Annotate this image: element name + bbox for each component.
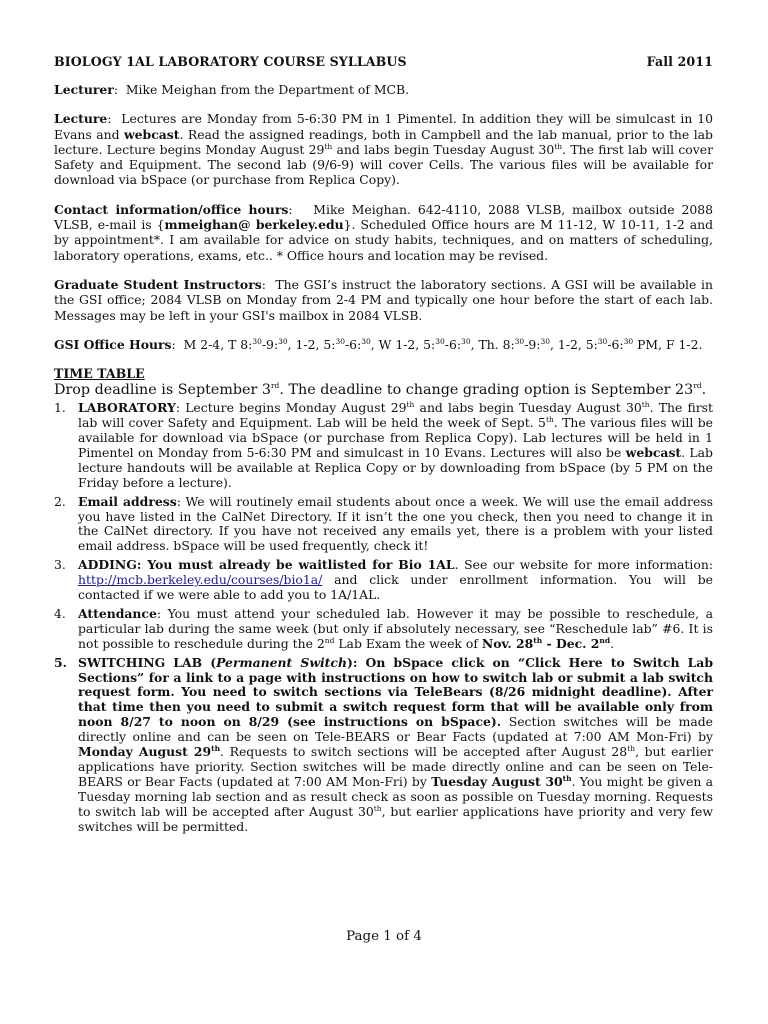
lecture-text: . The first lab will cover Safety and Equipment. The second lab (9/6-9) will cover Cells. The various files will be available for download via bSpace (or purchase from Replica Copy). <box>54 141 713 188</box>
item-text: . The various files will be available for download via bSpace (or purchase from Replica Copy). Lab lectures will be held in 1 Pimentel on Monday from 5-6:30 PM and simulcast in 10 Evans. Lectures will also be <box>78 415 713 460</box>
hours-text: M 2-4, T 8: <box>183 336 253 352</box>
item-label: SWITCHING LAB ( <box>78 654 217 670</box>
ordinal: nd <box>324 635 335 645</box>
item-text: Lab Exam the week of <box>334 635 478 651</box>
ordinal: rd <box>693 381 702 391</box>
item-bold-text: Monday August 29 <box>78 744 212 760</box>
ordinal: th <box>533 635 543 645</box>
item-number: 1. <box>54 400 66 416</box>
list-item <box>54 558 713 603</box>
page-number: Page 1 of 4 <box>346 929 422 944</box>
minutes: 30 <box>461 336 471 346</box>
timetable-heading: TIME TABLE <box>54 366 145 382</box>
ordinal: th <box>324 141 333 151</box>
ordinal: th <box>373 803 382 813</box>
ordinal: th <box>554 141 563 151</box>
contact-text: Mike Meighan. 642-4110, 2088 VLSB, mailbox outside 2088 VLSB, e-mail is { <box>54 201 714 233</box>
deadline-text: . <box>701 382 707 399</box>
list-item <box>54 607 713 652</box>
item-body <box>78 495 713 555</box>
item-number: 5. <box>54 654 67 670</box>
item-number: 4. <box>54 605 66 621</box>
lecture-text: . Read the assigned readings, both in Campbell and the lab manual, prior to the lab lecture. Lecture begins Monday August 29 <box>54 126 713 157</box>
item-text: . The first lab will cover Safety and Equipment. Lab will be held the week of Sept. 5 <box>78 400 713 431</box>
item-text: . You might be given a Tuesday morning lab section and as result check as soon as possible on Tuesday morning. Requests to switch lab will be accepted after August 30 <box>78 773 713 819</box>
document-header <box>54 54 713 69</box>
minutes: 30 <box>597 336 608 346</box>
item-text: Section switches will be made directly online and can be seen on Tele-BEARS or Bear Facts (updated at 7:00 AM Mon-Fri) by <box>78 714 714 745</box>
item-text: . Lab lecture handouts will be available at Replica Copy or by downloading from bSpace (by 5 PM on the Friday before a lecture). <box>78 444 713 490</box>
ordinal: th <box>545 414 554 424</box>
lecturer-paragraph: Lecturer: Mike Meighan from the Department of MCB. <box>54 82 410 97</box>
webcast-text: webcast <box>123 126 180 142</box>
ordinal: th <box>627 743 636 753</box>
gsi-hours-label: GSI Office Hours <box>54 336 172 352</box>
ordinal: rd <box>270 381 280 391</box>
minutes: 30 <box>278 336 288 346</box>
deadline-line <box>54 381 713 399</box>
webcast-text: webcast <box>625 444 682 460</box>
email-address: mmeighan@ berkeley.edu <box>164 217 344 233</box>
lecturer-text: Mike Meighan from the Department of MCB. <box>125 82 410 97</box>
hours-text: , 1-2, 5: <box>550 336 598 352</box>
hours-text: -6: <box>345 336 362 352</box>
ordinal: nd <box>599 635 611 645</box>
item-bold-text: : You must already be waitlisted for Bio 1AL <box>136 557 455 573</box>
list-item <box>54 401 713 490</box>
lecture-label: Lecture <box>54 111 108 127</box>
ordinal: th <box>406 400 415 410</box>
ordinal: th <box>562 773 572 783</box>
item-text: and click under enrollment information. You will be contacted if we were able to add you to 1A/1AL. <box>78 572 713 603</box>
gsi-hours-paragraph: GSI Office Hours: M 2-4, T 8:$^{30}$-9:$^{30}$, 1-2, 5:$^{30}$-6:$^{30}$, W 1-2, 5:$^{30}$-6:$^{30}$, Th. 8:$^{30}$-9:$^{30}$, 1-2, 5:$^{30}$-6:$^{30}$ PM, F 1-2. <box>54 336 703 352</box>
item-body <box>78 607 713 652</box>
deadline-text: Drop deadline is September 3 <box>54 382 271 399</box>
item-text: : You must attend your scheduled lab. However it may be possible to reschedule, a particular lab during the same week (but only if absolutely necessary, see “Reschedule lab” #6. It is not possible to reschedule during the 2 <box>78 605 713 651</box>
item-bold-text: Tuesday August 30 <box>431 773 563 789</box>
contact-text: }. Scheduled Office hours are M 11-12, W 10-11, 1-2 and by appointment*. I am available for advice on study habits, techniques, and on matters of scheduling, laboratory operations, exams, etc.. * Office hours and location may be revised. <box>54 217 714 263</box>
item-label: LABORATORY <box>78 400 176 416</box>
ordinal: th <box>211 743 221 753</box>
contact-paragraph: Contact information/office hours: Mike Meighan. 642-4110, 2088 VLSB, mailbox outside 2088 VLSB, e-mail is {mmeighan@ berkeley.edu}. Scheduled Office hours are M 11-12, W 10-11, 1-2 and by appointment*. I am available for advice on study habits, techniques, and on matters of scheduling, laboratory operations, exams, etc.. * Office hours and location may be revised. <box>54 201 714 263</box>
hours-text: -9: <box>524 336 541 352</box>
lecturer-label: Lecturer <box>54 82 114 97</box>
item-bold-text: ): On bSpace click on “Click Here to Switch Lab Sections” for a link to a page with instructions on how to switch lab or submit a lab switch request form. You need to switch sections via TeleBears (8/26 midnight deadline). After that time then you need to submit a switch request form that will be available only from noon 8/27 to noon on 8/29 (see instructions on bSpace). <box>78 654 713 730</box>
lecture-text: Lectures are Monday from 5-6:30 PM in 1 Pimentel. In addition they will be simulcast in 10 Evans and <box>54 111 713 142</box>
minutes: 30 <box>252 336 262 346</box>
hours-text: -6: <box>444 336 462 352</box>
timetable-list <box>54 401 713 834</box>
item-text: . <box>610 635 615 651</box>
hours-text: -9: <box>261 336 279 352</box>
minutes: 30 <box>540 336 550 346</box>
item-text: . See our website for more information: <box>454 557 713 573</box>
lecture-paragraph: Lecture: Lectures are Monday from 5-6:30 PM in 1 Pimentel. In addition they will be simulcast in 10 Evans and webcast. Read the assigned readings, both in Campbell and the lab manual, prior to the lab lecture. Lecture begins Monday August 29th and labs begin Tuesday August 30th. The first lab will cover Safety and Equipment. The second lab (9/6-9) will cover Cells. The various files will be available for download via bSpace (or purchase from Replica Copy). <box>54 111 713 188</box>
minutes: 30 <box>335 336 345 346</box>
course-website-link[interactable]: http://mcb.berkeley.edu/courses/bio1a/ <box>78 572 323 588</box>
list-item <box>54 656 713 835</box>
item-text: : Lecture begins Monday August 29 <box>175 400 407 416</box>
item-body <box>78 558 713 603</box>
lecture-text: and labs begin Tuesday August 30 <box>332 141 555 157</box>
item-bold-text: - Dec. 2 <box>542 635 600 651</box>
hours-text: , Th. 8: <box>470 336 515 352</box>
gsi-label: Graduate Student Instructors <box>54 276 262 292</box>
item-italic-text: Permanent Switch <box>216 654 347 670</box>
item-bold-text: Nov. 28 <box>481 635 534 651</box>
minutes: 30 <box>514 336 525 346</box>
hours-text: , W 1-2, 5: <box>370 336 436 352</box>
document-title: BIOLOGY 1AL LABORATORY COURSE SYLLABUS <box>54 54 407 69</box>
item-text: . Requests to switch sections will be accepted after August 28 <box>220 744 628 760</box>
item-number: 2. <box>54 493 66 509</box>
minutes: 30 <box>435 336 445 346</box>
hours-text: , 1-2, 5: <box>287 336 336 352</box>
deadline-text: . The deadline to change grading option is September 23 <box>279 382 694 399</box>
item-body <box>78 656 713 835</box>
contact-label: Contact information/office hours <box>54 201 289 217</box>
item-label: Email address <box>78 493 177 509</box>
list-item <box>54 495 713 555</box>
item-label: ADDING <box>78 557 137 573</box>
item-body <box>78 401 713 490</box>
ordinal: th <box>641 400 650 410</box>
item-text: , but earlier applications have priority. Section switches will be made directly online and can be seen on Tele-BEARS or Bear Facts (updated at 7:00 AM Mon-Fri) by <box>78 744 713 789</box>
item-label: Attendance <box>78 605 157 621</box>
hours-text: -6: <box>607 336 624 352</box>
hours-text: PM, F 1-2. <box>633 336 703 352</box>
item-text: , but earlier applications have priority and very few switches will be permitted. <box>78 803 713 834</box>
item-number: 3. <box>54 557 66 573</box>
item-text: : We will routinely email students about once a week. We will use the email address you have listed in the CalNet Directory. If it isn’t the one you check, then you need to change it in the CalNet directory. If you have not received any emails yet, there is a problem with your listed email address. bSpace will be used frequently, check it! <box>78 493 714 554</box>
minutes: 30 <box>361 336 371 346</box>
gsi-text: The GSI’s instruct the laboratory sections. A GSI will be available in the GSI office; 2084 VLSB on Monday from 2-4 PM and typically one hour before the start of each lab. Messages may be left in your GSI's mailbox in 2084 VLSB. <box>54 276 713 323</box>
minutes: 30 <box>623 336 634 346</box>
term-label: Fall 2011 <box>646 54 713 69</box>
item-text: and labs begin Tuesday August 30 <box>414 400 642 416</box>
gsi-paragraph: Graduate Student Instructors: The GSI’s instruct the laboratory sections. A GSI will be available in the GSI office; 2084 VLSB on Monday from 2-4 PM and typically one hour before the start of each lab. Messages may be left in your GSI's mailbox in 2084 VLSB. <box>54 276 713 323</box>
